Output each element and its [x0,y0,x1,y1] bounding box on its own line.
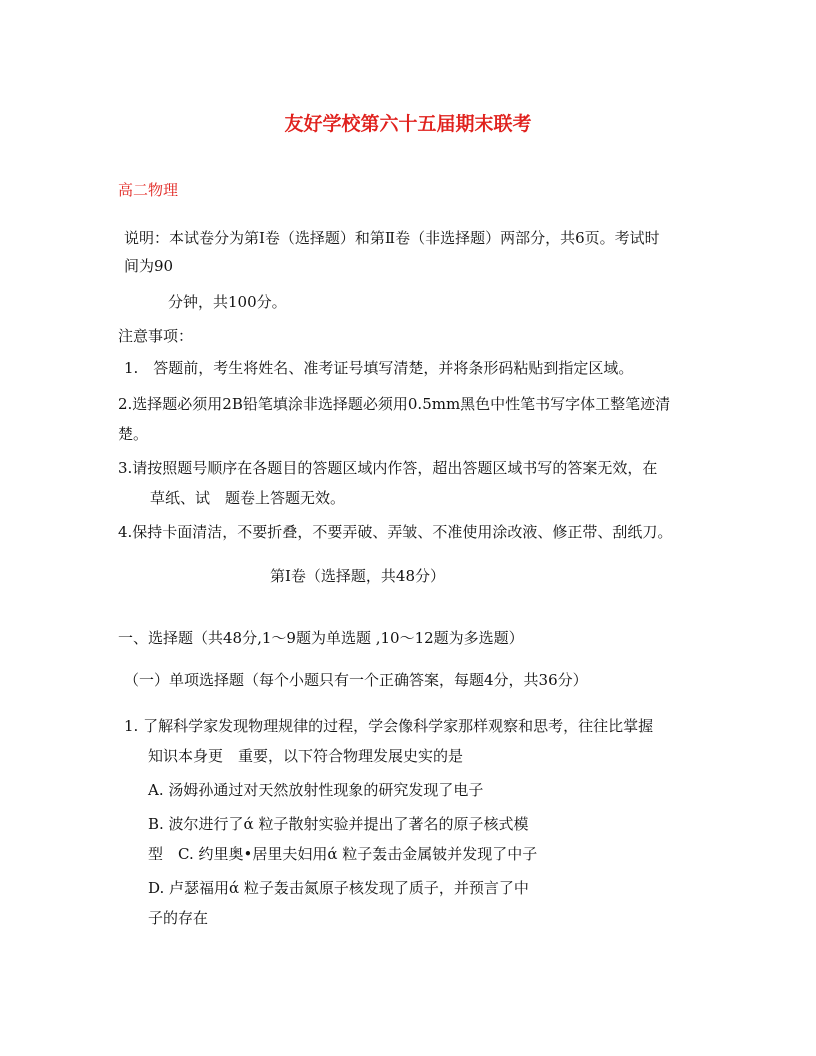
subject-label: 高二物理 [118,181,179,199]
question-1-option-a: A. 汤姆孙通过对天然放射性现象的研究发现了电子 [148,781,484,799]
note-3-line-1: 3.请按照题号顺序在各题目的答题区域内作答，超出答题区域书写的答案无效，在 [118,459,658,477]
note-1-line-1: 1. 答题前，考生将姓名、准考证号填写清楚，并将条形码粘贴到指定区域。 [124,359,634,377]
question-1-option-b: B. 波尔进行了ά 粒子散射实验并提出了著名的原子核式模 [148,815,529,833]
notes-heading: 注意事项： [118,327,194,345]
question-1-option-b-c: 型 C. 约里奥•居里夫妇用ά 粒子轰击金属铍并发现了中子 [148,845,538,863]
question-1-option-d-line-2: 子的存在 [148,909,209,927]
part1-title: 第I卷（选择题，共48分） [270,567,446,585]
subsection-1-heading: （一）单项选择题（每个小题只有一个正确答案，每题4分，共36分） [124,671,588,689]
instructions-line-3: 分钟，共100分。 [168,293,287,311]
question-1-line-2: 知识本身更 重要，以下符合物理发展史实的是 [148,747,464,765]
note-2-line-2: 楚。 [118,425,149,443]
note-2-line-1: 2.选择题必须用2B铅笔填涂非选择题必须用0.5mm黑色中性笔书写字体工整笔迹清 [118,395,671,413]
exam-title: 友好学校第六十五届期末联考 [284,113,532,135]
instructions-line-1: 说明：本试卷分为第Ⅰ卷（选择题）和第Ⅱ卷（非选择题）两部分，共6页。考试时 [124,229,660,247]
note-3-line-2: 草纸、试 题卷上答题无效。 [150,489,346,507]
instructions-line-2: 间为90 [124,257,174,275]
question-1-option-d: D. 卢瑟福用ά 粒子轰击氮原子核发现了质子，并预言了中 [148,879,529,897]
section-1-heading: 一、选择题（共48分,1～9题为单选题 ,10～12题为多选题） [118,629,524,647]
note-4-line-1: 4.保持卡面清洁，不要折叠，不要弄破、弄皱、不准使用涂改液、修正带、刮纸刀。 [118,523,673,541]
question-1-line-1: 1. 了解科学家发现物理规律的过程，学会像科学家那样观察和思考，往往比掌握 [124,717,654,735]
